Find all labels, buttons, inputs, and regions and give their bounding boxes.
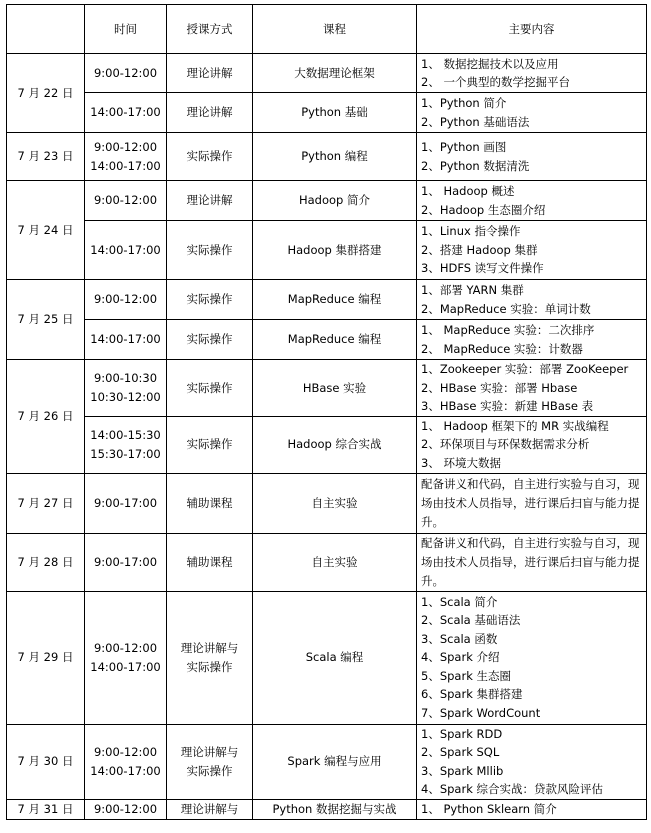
time-cell (85, 360, 167, 417)
time-line: 14:00-17:00 (90, 242, 161, 257)
table-row (7, 133, 647, 181)
table-row (7, 54, 647, 93)
content-line: 4、Spark 介绍 (421, 650, 500, 665)
method-cell (167, 591, 253, 724)
time-cell (85, 473, 167, 533)
content-cell (417, 591, 647, 724)
method-cell (167, 473, 253, 533)
time-line: 14:00-17:00 (90, 659, 161, 674)
content-paragraph: 配备讲义和代码，自主进行实验与自习，现场由技术人员指导，进行课后扫盲与能力提升。 (421, 535, 640, 588)
time-line: 14:00-15:30 (90, 428, 161, 442)
header-content: 主要内容 (417, 5, 647, 54)
schedule-body (7, 54, 647, 820)
table-row (7, 724, 647, 799)
method-cell (167, 280, 253, 320)
method-cell (167, 724, 253, 799)
header-row (7, 5, 647, 54)
method-line: 实际操作 (186, 292, 233, 307)
table-row (7, 591, 647, 724)
method-cell (167, 133, 253, 181)
time-line: 9:00-17:00 (93, 554, 158, 569)
table-row (7, 360, 647, 417)
content-line: 1、 数据挖掘技术以及应用 (421, 56, 559, 71)
time-cell (85, 221, 167, 280)
course-cell: Hadoop 集群搭建 (253, 221, 417, 280)
course-cell: 大数据理论框架 (253, 54, 417, 93)
content-line: 7、Spark WordCount (421, 705, 541, 720)
content-line: 1、Zookeeper 实验：部署 ZooKeeper (421, 362, 629, 376)
content-paragraph: 配备讲义和代码，自主进行实验与自习，现场由技术人员指导，进行课后扫盲与能力提升。 (421, 476, 640, 529)
content-line: 2、搭建 Hadoop 集群 (421, 242, 538, 257)
method-cell (167, 221, 253, 280)
course-cell: Python 编程 (253, 133, 417, 181)
time-line: 9:00-12:00 (93, 641, 158, 655)
method-cell (167, 320, 253, 360)
course-cell: Python 基础 (253, 93, 417, 133)
method-line: 理论讲解与 (180, 745, 239, 759)
content-line: 1、 Hadoop 框架下的 MR 实战编程 (421, 418, 609, 433)
course-cell: HBase 实验 (253, 360, 417, 417)
time-cell (85, 320, 167, 360)
time-line: 9:00-12:00 (93, 65, 158, 80)
time-cell (85, 799, 167, 819)
time-line: 9:00-12:00 (93, 193, 158, 208)
date-cell: 7 月 27 日 (7, 473, 85, 533)
content-cell (417, 93, 647, 133)
content-cell (417, 221, 647, 280)
time-line: 9:00-12:00 (93, 745, 158, 759)
table-row (7, 473, 647, 533)
content-cell (417, 54, 647, 93)
content-line: 1、 MapReduce 实验：二次排序 (421, 323, 595, 337)
course-cell: MapReduce 编程 (253, 320, 417, 360)
content-cell (417, 360, 647, 417)
course-cell: 自主实验 (253, 533, 417, 591)
table-row (7, 533, 647, 591)
method-line: 实际操作 (186, 763, 233, 778)
content-line: 2、环保项目与环保数据需求分析 (421, 437, 590, 452)
table-row (7, 181, 647, 221)
content-line: 2、MapReduce 实验：单词计数 (421, 301, 591, 316)
date-cell: 7 月 28 日 (7, 533, 85, 591)
date-cell: 7 月 30 日 (7, 724, 85, 799)
time-cell (85, 724, 167, 799)
content-cell (417, 320, 647, 360)
content-line: 1、 Python Sklearn 简介 (421, 801, 557, 816)
time-line: 15:30-17:00 (90, 446, 161, 461)
content-line: 3、HDFS 读写文件操作 (421, 261, 544, 276)
content-line: 1、Python 简介 (421, 96, 507, 110)
method-line: 理论讲解 (186, 105, 233, 120)
course-cell: Hadoop 简介 (253, 181, 417, 221)
content-line: 2、Hadoop 生态圈介绍 (421, 202, 546, 217)
content-line: 3、 环境大数据 (421, 455, 501, 470)
date-cell: 7 月 31 日 (7, 799, 85, 819)
header-time: 时间 (85, 5, 167, 54)
content-line: 2、Scala 基础语法 (421, 613, 521, 628)
schedule-table (6, 4, 647, 820)
time-line: 14:00-17:00 (90, 105, 161, 120)
course-cell: Hadoop 综合实战 (253, 416, 417, 473)
date-cell: 7 月 29 日 (7, 591, 85, 724)
content-line: 3、Spark Mllib (421, 763, 504, 778)
table-row (7, 320, 647, 360)
method-line: 实际操作 (186, 437, 233, 452)
time-line: 9:00-12:00 (93, 140, 158, 154)
method-cell (167, 360, 253, 417)
method-cell (167, 416, 253, 473)
date-cell: 7 月 26 日 (7, 360, 85, 474)
content-line: 2、Spark SQL (421, 745, 500, 759)
content-line: 1、Scala 简介 (421, 594, 498, 609)
table-row (7, 799, 647, 819)
time-line: 9:00-12:00 (93, 801, 158, 816)
course-cell: 自主实验 (253, 473, 417, 533)
table-row (7, 280, 647, 320)
method-line: 实际操作 (186, 659, 233, 674)
content-cell (417, 724, 647, 799)
method-line: 实际操作 (186, 242, 233, 257)
content-line: 1、 Hadoop 概述 (421, 184, 515, 198)
content-cell (417, 473, 647, 533)
content-cell (417, 280, 647, 320)
content-cell (417, 133, 647, 181)
content-cell (417, 533, 647, 591)
method-line: 实际操作 (186, 149, 233, 164)
time-line: 9:00-12:00 (93, 292, 158, 307)
date-cell: 7 月 22 日 (7, 54, 85, 133)
content-line: 1、Python 画图 (421, 140, 507, 154)
content-line: 2、 一个典型的数学挖掘平台 (421, 75, 570, 89)
method-cell (167, 54, 253, 93)
header-course: 课程 (253, 5, 417, 54)
table-row (7, 416, 647, 473)
content-line: 3、Scala 函数 (421, 631, 498, 646)
method-line: 理论讲解 (186, 193, 233, 208)
time-line: 14:00-17:00 (90, 158, 161, 173)
time-line: 14:00-17:00 (90, 763, 161, 778)
content-cell (417, 181, 647, 221)
method-cell (167, 533, 253, 591)
method-line: 理论讲解 (186, 65, 233, 80)
content-line: 1、Linux 指令操作 (421, 224, 521, 239)
time-cell (85, 181, 167, 221)
header-date (7, 5, 85, 54)
time-cell (85, 416, 167, 473)
course-cell: MapReduce 编程 (253, 280, 417, 320)
content-line: 2、HBase 实验：部署 Hbase (421, 380, 578, 395)
method-line: 实际操作 (186, 380, 233, 395)
time-cell (85, 533, 167, 591)
method-line: 理论讲解与 (180, 641, 239, 655)
content-line: 1、Spark RDD (421, 726, 503, 741)
time-cell (85, 280, 167, 320)
course-cell: Scala 编程 (253, 591, 417, 724)
content-line: 6、Spark 集群搭建 (421, 687, 523, 702)
method-cell (167, 181, 253, 221)
date-cell: 7 月 23 日 (7, 133, 85, 181)
method-cell (167, 93, 253, 133)
method-line: 实际操作 (186, 332, 233, 347)
method-line: 辅助课程 (186, 554, 233, 569)
method-line: 理论讲解与 (180, 801, 239, 816)
method-cell (167, 799, 253, 819)
time-cell (85, 54, 167, 93)
content-line: 5、Spark 生态圈 (421, 668, 512, 683)
date-cell: 7 月 24 日 (7, 181, 85, 280)
time-cell (85, 133, 167, 181)
course-cell: Spark 编程与应用 (253, 724, 417, 799)
content-cell (417, 799, 647, 819)
content-cell (417, 416, 647, 473)
time-line: 10:30-12:00 (90, 389, 161, 404)
content-line: 3、HBase 实验：新建 HBase 表 (421, 399, 594, 413)
header-method: 授课方式 (167, 5, 253, 54)
time-line: 9:00-10:30 (93, 371, 158, 386)
content-line: 2、Python 数据清洗 (421, 158, 530, 173)
table-row (7, 93, 647, 133)
method-line: 辅助课程 (186, 495, 233, 510)
table-row (7, 221, 647, 280)
time-line: 9:00-17:00 (93, 495, 158, 510)
content-line: 1、部署 YARN 集群 (421, 283, 524, 297)
content-line: 2、Python 基础语法 (421, 114, 530, 129)
content-line: 4、Spark 综合实战：贷款风险评估 (421, 782, 604, 796)
time-cell (85, 591, 167, 724)
content-line: 2、 MapReduce 实验：计数器 (421, 341, 583, 356)
course-cell: Python 数据挖掘与实战 (253, 799, 417, 819)
date-cell: 7 月 25 日 (7, 280, 85, 360)
time-cell (85, 93, 167, 133)
time-line: 14:00-17:00 (90, 332, 161, 347)
